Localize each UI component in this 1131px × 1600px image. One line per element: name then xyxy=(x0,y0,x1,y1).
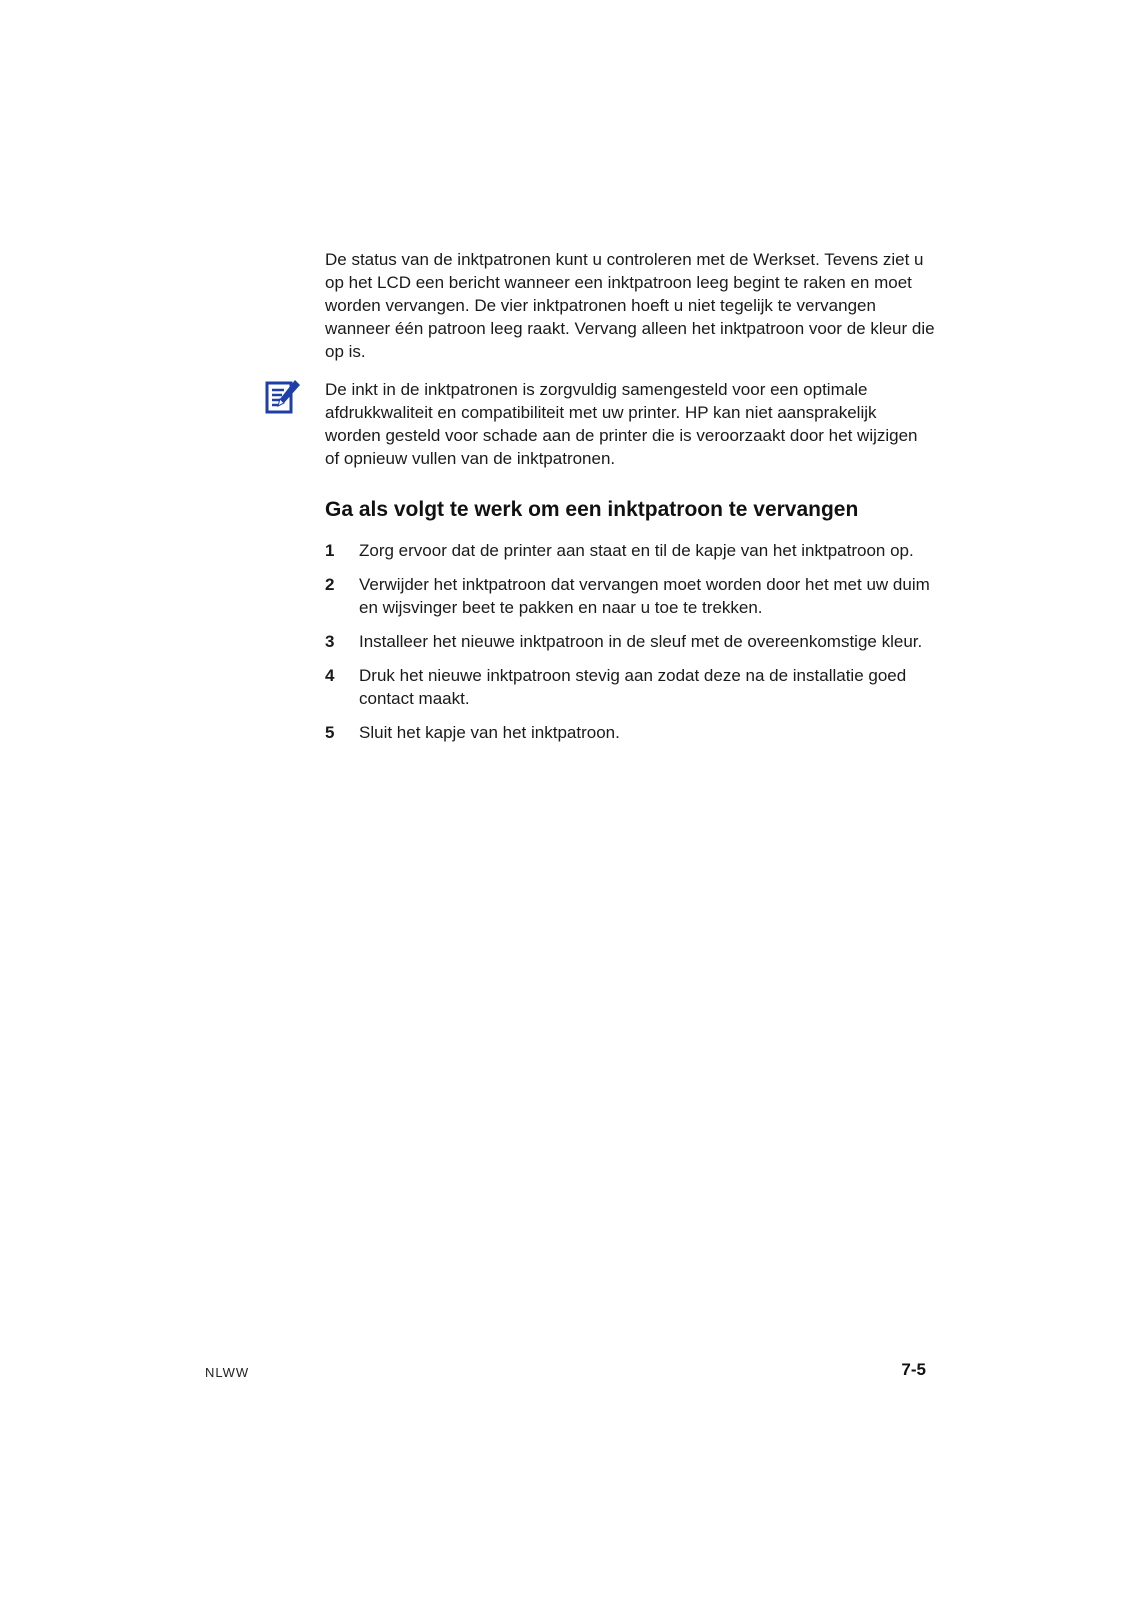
step-number: 2 xyxy=(325,575,335,594)
page-content xyxy=(325,248,935,755)
step-number: 1 xyxy=(325,541,335,560)
step-text: Verwijder het inktpatroon dat vervangen moet worden door het met uw duim en wijsvinger beet te pakken en naar u toe te trekken. xyxy=(359,575,930,617)
list-item xyxy=(325,630,935,653)
intro-paragraph: De status van de inktpatronen kunt u controleren met de Werkset. Tevens ziet u op het LCD een bericht wanneer een inktpatroon leeg begint te raken en moet worden vervangen. De vier inktpatronen hoeft u niet tegelijk te vervangen wanneer één patroon leeg raakt. Vervang alleen het inktpatroon voor de kleur die op is. xyxy=(325,250,935,361)
note-text: De inkt in de inktpatronen is zorgvuldig samengesteld voor een optimale afdrukkwaliteit en compatibiliteit met uw printer. HP kan niet aansprakelijk worden gesteld voor schade aan de printer die is veroorzaakt door het wijzigen of opnieuw vullen van de inktpatronen. xyxy=(325,380,918,468)
note-pencil-icon xyxy=(265,378,301,416)
page-number: 7-5 xyxy=(901,1360,926,1379)
section-heading: Ga als volgt te werk om een inktpatroon te vervangen xyxy=(325,498,859,521)
footer-label: NLWW xyxy=(205,1365,250,1380)
step-text: Druk het nieuwe inktpatroon stevig aan zodat deze na de installatie goed contact maakt. xyxy=(359,666,907,708)
steps-list xyxy=(325,539,935,744)
list-item xyxy=(325,573,935,619)
step-number: 5 xyxy=(325,723,335,742)
step-number: 3 xyxy=(325,632,335,651)
step-number: 4 xyxy=(325,666,335,685)
list-item xyxy=(325,664,935,710)
list-item xyxy=(325,721,935,744)
step-text: Zorg ervoor dat de printer aan staat en til de kapje van het inktpatroon op. xyxy=(359,541,914,560)
note-block xyxy=(325,378,935,470)
list-item xyxy=(325,539,935,562)
step-text: Installeer het nieuwe inktpatroon in de sleuf met de overeenkomstige kleur. xyxy=(359,632,923,651)
step-text: Sluit het kapje van het inktpatroon. xyxy=(359,723,620,742)
